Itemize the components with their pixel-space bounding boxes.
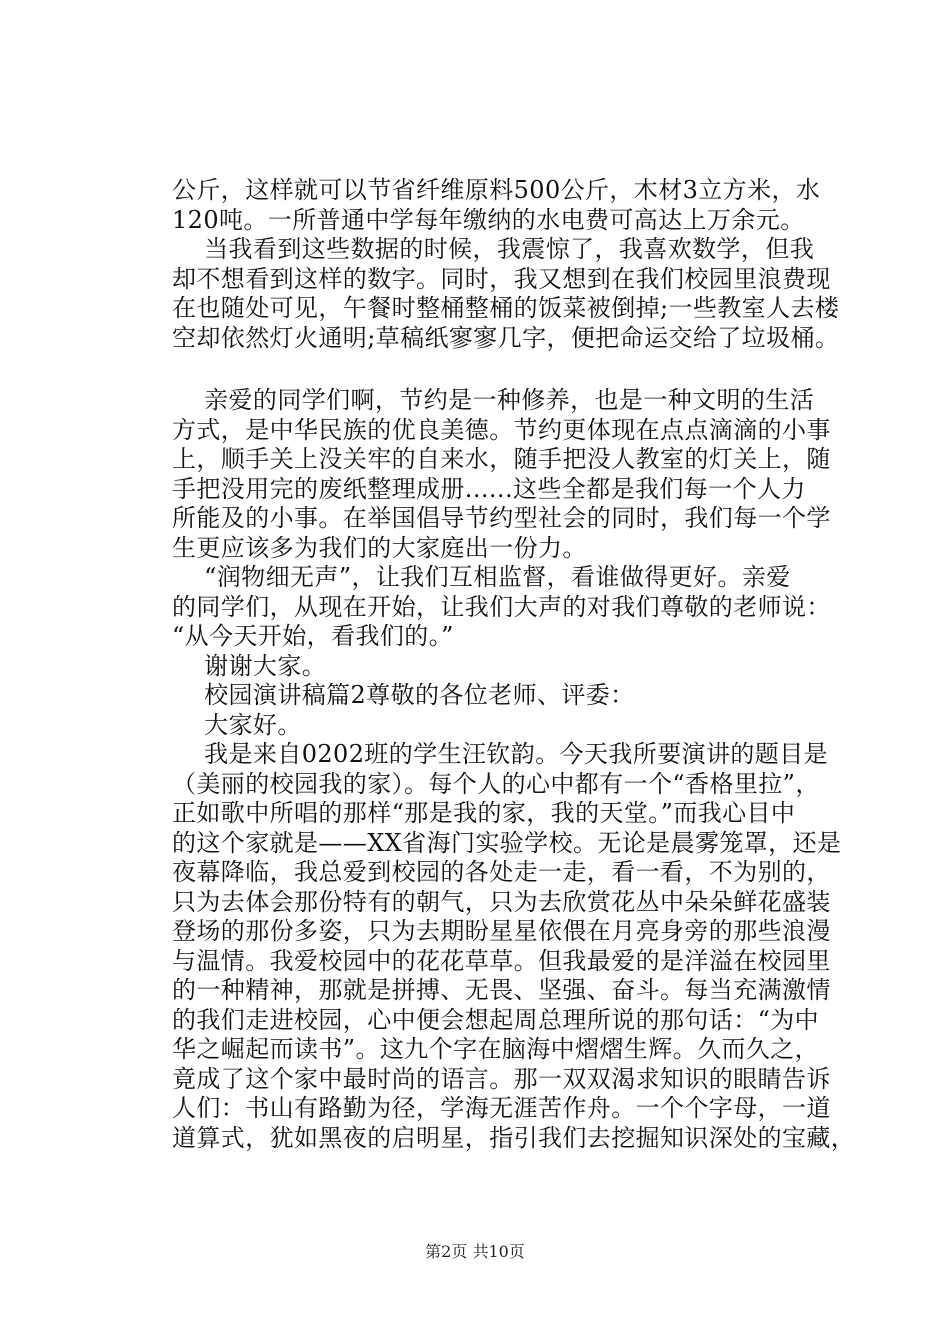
text-line: 当我看到这些数据的时候，我震惊了，我喜欢数学，但我 — [172, 235, 815, 263]
text-line: 与温情。我爱校园中的花花草草。但我最爱的是洋溢在校园里 — [172, 946, 831, 975]
paragraph-gap — [172, 353, 832, 386]
text-line: 正如歌中所唱的那样“那是我的家，我的天堂。”而我心目中 — [172, 799, 796, 827]
text-line: 的一种精神，那就是拼搏、无畏、坚强、奋斗。每当充满激情 — [172, 976, 831, 1004]
text-line: （美丽的校园我的家）。每个人的心中都有一个“香格里拉”， — [172, 769, 820, 798]
text-line: 方式，是中华民族的优良美德。节约更体现在点点滴滴的小事 — [172, 415, 831, 444]
text-line: 道算式，犹如黑夜的启明星，指引我们去挖掘知识深处的宝藏， — [172, 1123, 856, 1152]
text-line: 人们：书山有路勤为径，学海无涯苦作舟。一个个字母，一道 — [172, 1094, 831, 1122]
text-line: 所能及的小事。在举国倡导节约型社会的同时，我们每一个学 — [172, 504, 831, 532]
text-line: 公斤，这样就可以节省纤维原料500公斤，木材3立方米，水 — [172, 176, 821, 204]
text-line: “润物细无声”，让我们互相监督，看谁做得更好。亲爱 — [172, 563, 791, 591]
text-line: 夜幕降临，我总爱到校园的各处走一走，看一看，不为别的， — [172, 858, 831, 886]
text-line: 校园演讲稿篇2尊敬的各位老师、评委： — [172, 681, 635, 709]
text-line: 手把没用完的废纸整理成册......这些全都是我们每一个人力 — [172, 474, 806, 503]
text-line: 生更应该多为我们的大家庭出一份力。 — [172, 533, 587, 562]
text-line: 亲爱的同学们啊，节约是一种修养，也是一种文明的生活 — [172, 386, 815, 414]
text-line: 的同学们，从现在开始，让我们大声的对我们尊敬的老师说： — [172, 592, 831, 621]
text-line: “从今天开始，看我们的。” — [172, 622, 454, 650]
text-line: 我是来自0202班的学生汪钦韵。今天我所要演讲的题目是 — [172, 740, 828, 768]
text-line: 华之崛起而读书”。这九个字在脑海中熠熠生辉。久而久之， — [172, 1035, 820, 1063]
text-line: 在也随处可见，午餐时整桶整桶的饭菜被倒掉;一些教室人去楼 — [172, 294, 840, 322]
text-line: 谢谢大家。 — [172, 651, 327, 680]
text-line: 只为去体会那份特有的朝气，只为去欣赏花丛中朵朵鲜花盛装 — [172, 887, 831, 916]
text-line: 上，顺手关上没关牢的自来水，随手把没人教室的灯关上，随 — [172, 445, 831, 473]
text-line: 120吨。一所普通中学每年缴纳的水电费可高达上万余元。 — [172, 205, 805, 234]
text-line: 却不想看到这样的数字。同时，我又想到在我们校园里浪费现 — [172, 264, 831, 293]
text-line: 竟成了这个家中最时尚的语言。那一双双渴求知识的眼睛告诉 — [172, 1064, 831, 1093]
page-number-footer: 第2页 共10页 — [425, 1242, 525, 1261]
document-body — [172, 176, 856, 1153]
text-line: 空却依然灯火通明;草稿纸寥寥几字，便把命运交给了垃圾桶。 — [172, 323, 840, 352]
text-line: 的我们走进校园，心中便会想起周总理所说的那句话：“为中 — [172, 1005, 820, 1034]
text-line: 登场的那份多姿，只为去期盼星星依偎在月亮身旁的那些浪漫 — [172, 917, 831, 945]
text-line: 大家好。 — [172, 710, 302, 739]
text-line: 的这个家就是——XX省海门实验学校。无论是晨雾笼罩，还是 — [172, 828, 842, 857]
